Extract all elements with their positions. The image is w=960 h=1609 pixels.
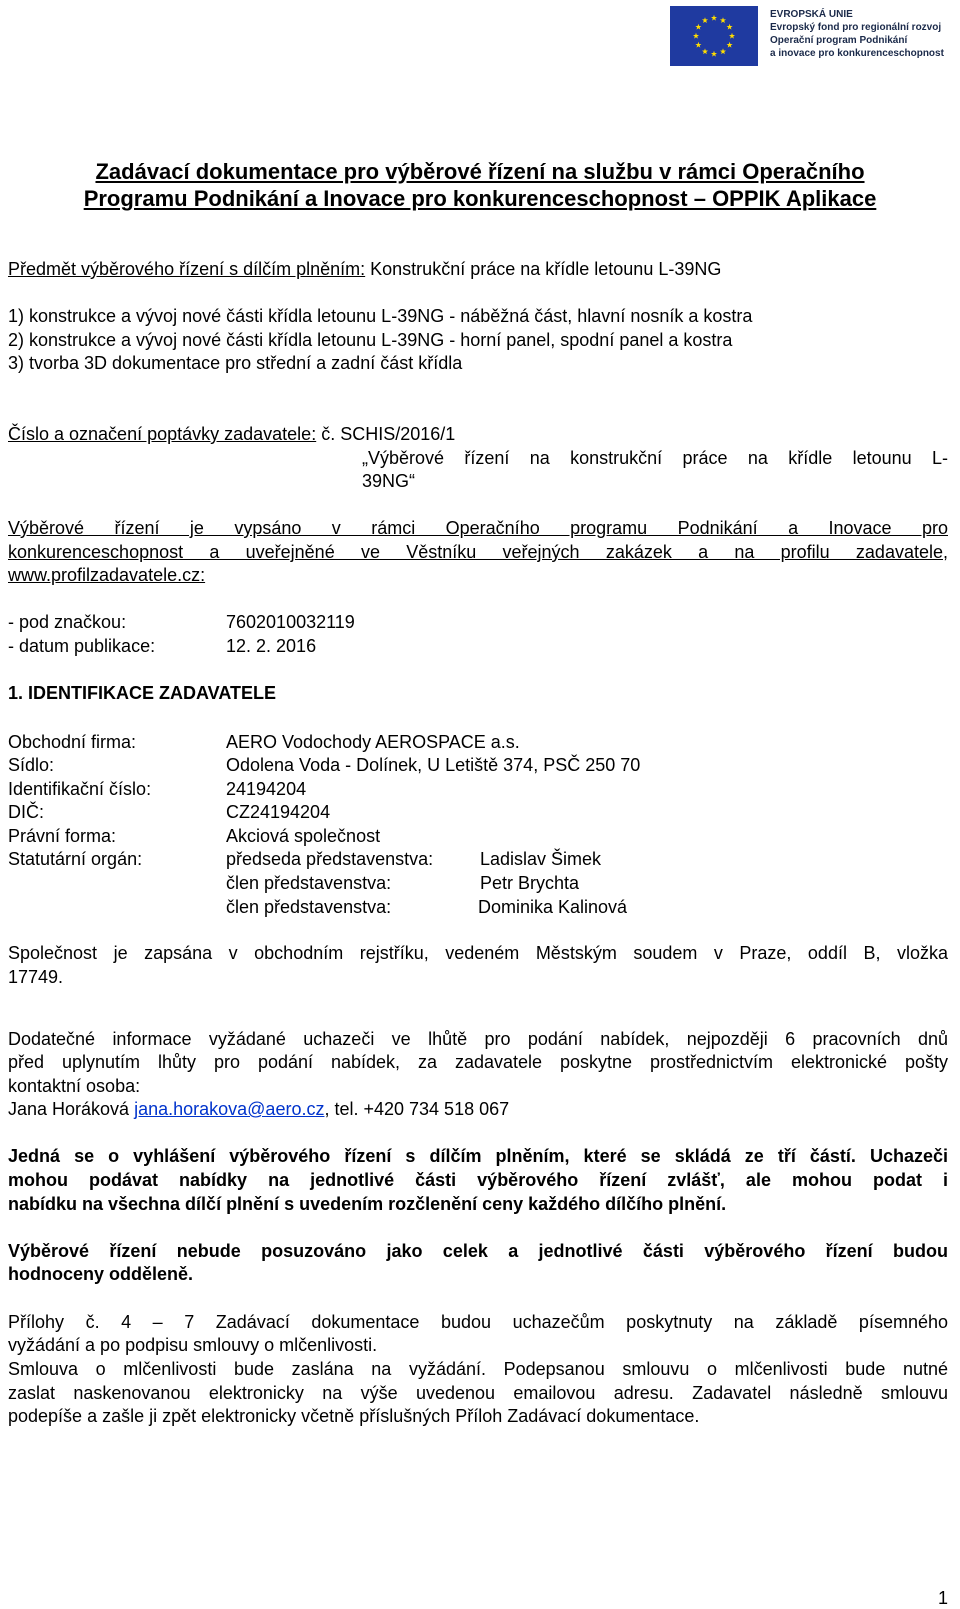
page-number: 1 (937, 1588, 948, 1608)
attachments-line1: Přílohy č. 4 – 7 Zadávací dokumentace budou uchazečům poskytnuty na základě písemného (8, 1312, 948, 1332)
eu-star (727, 24, 733, 30)
seat-label: Sídlo: (8, 755, 55, 775)
contact-name: Jana Horáková (8, 1099, 135, 1119)
part-3: 3) tvorba 3D dokumentace pro střední a zadní část křídla (8, 353, 463, 373)
notice-line3: nabídku na všechna dílčí plnění s uvedením rozčlenění ceny každého dílčího plnění. (8, 1194, 727, 1214)
info-line2: před uplynutím lhůty pro podání nabídek, za zadavatele poskytne prostřednictvím elektronické pošty (8, 1052, 948, 1072)
section-1-heading: 1. IDENTIFIKACE ZADAVATELE (8, 683, 277, 703)
inquiry-label: Číslo a označení poptávky zadavatele: (8, 424, 317, 444)
publication-link[interactable]: www.profilzadavatele.cz: (8, 565, 206, 585)
info-line3: kontaktní osoba: (8, 1076, 141, 1096)
attachments-line2: vyžádání a po podpisu smlouvy o mlčenlivosti. (8, 1335, 378, 1355)
eu-star (720, 17, 726, 23)
eu-star (695, 24, 701, 30)
id-value: 24194204 (226, 779, 307, 799)
title-line-2: Programu Podnikání a Inovace pro konkurenceschopnost – OPPIK Aplikace (83, 186, 877, 211)
inquiry-number: č. SCHIS/2016/1 (316, 424, 456, 444)
legal-form-label: Právní forma: (8, 826, 117, 846)
eu-star (729, 33, 735, 39)
company-value: AERO Vodochody AEROSPACE a.s. (226, 732, 520, 752)
attachments-line3: Smlouva o mlčenlivosti bude zaslána na vyžádání. Podepsanou smlouvu o mlčenlivosti bude nutné (8, 1359, 948, 1379)
date-value: 12. 2. 2016 (226, 636, 317, 656)
board-name-2: Petr Brychta (480, 873, 580, 893)
id-label: Identifikační číslo: (8, 779, 152, 799)
contact-line (8, 1098, 509, 1121)
inquiry-name-line1: „Výběrové řízení na konstrukční práce na křídle letounu L- (362, 448, 948, 468)
notice-line1: Jedná se o vyhlášení výběrového řízení s dílčím plněním, které se skládá ze tří částí. Uchazeči (8, 1146, 948, 1166)
eu-logo-line3: Operační program Podnikání (770, 35, 908, 46)
eu-star (702, 17, 708, 23)
mark-value: 7602010032119 (226, 612, 355, 632)
subject-value: Konstrukční práce na křídle letounu L-39NG (365, 259, 722, 279)
eu-flag-icon (670, 6, 758, 66)
dic-value: CZ24194204 (226, 802, 331, 822)
eu-star (702, 48, 708, 54)
board-name-3: Dominika Kalinová (478, 897, 628, 917)
subject-line (8, 258, 721, 281)
board-role-2: člen představenstva: (226, 873, 392, 893)
notice-line2: mohou podávat nabídky na jednotlivé části výběrového řízení zvlášť, ale mohou podat i (8, 1170, 948, 1190)
info-line1: Dodatečné informace vyžádané uchazeči ve lhůtě pro podání nabídek, nejpozději 6 pracovních dnů (8, 1029, 948, 1049)
evaluation-line2: hodnoceny odděleně. (8, 1264, 194, 1284)
eu-star (711, 15, 717, 21)
contact-phone: , tel. +420 734 518 067 (324, 1099, 510, 1119)
eu-logo-text (770, 8, 944, 60)
eu-star (727, 42, 733, 48)
date-label: - datum publikace: (8, 636, 156, 656)
attachments-line4: zaslat naskenovanou elektronicky na výše uvedenou emailovou adresu. Zadavatel následně smlouvu (8, 1383, 948, 1403)
publication-line2: konkurenceschopnost a uveřejněné ve Věstníku veřejných zakázek a na profilu zadavatele, (8, 542, 948, 562)
board-role-1: předseda představenstva: (226, 849, 434, 869)
registry-line2: 17749. (8, 967, 64, 987)
company-label: Obchodní firma: (8, 732, 137, 752)
evaluation-line1: Výběrové řízení nebude posuzováno jako celek a jednotlivé části výběrového řízení budou (8, 1241, 948, 1261)
board-role-3: člen představenstva: (226, 897, 392, 917)
publication-line1: Výběrové řízení je vypsáno v rámci Operačního programu Podnikání a Inovace pro (8, 518, 948, 538)
contact-email-link[interactable]: jana.horakova@aero.cz (134, 1099, 325, 1119)
board-name-1: Ladislav Šimek (480, 849, 602, 869)
seat-value: Odolena Voda - Dolínek, U Letiště 374, PSČ 250 70 (226, 755, 641, 775)
subject-label: Předmět výběrového řízení s dílčím plněním: (8, 259, 366, 279)
eu-star (711, 51, 717, 57)
document-title (8, 158, 952, 212)
legal-form-value: Akciová společnost (226, 826, 381, 846)
registry-line1: Společnost je zapsána v obchodním rejstříku, vedeném Městským soudem v Praze, oddíl B, vložka (8, 943, 948, 963)
eu-star (720, 48, 726, 54)
dic-label: DIČ: (8, 802, 44, 822)
part-1: 1) konstrukce a vývoj nové části křídla letounu L-39NG - náběžná část, hlavní nosník a kostra (8, 306, 753, 326)
eu-logo-line1: EVROPSKÁ UNIE (770, 9, 853, 20)
eu-logo-line4: a inovace pro konkurenceschopnost (770, 48, 944, 59)
title-line-1: Zadávací dokumentace pro výběrové řízení na službu v rámci Operačního (95, 159, 865, 184)
eu-star (693, 33, 699, 39)
eu-star (695, 42, 701, 48)
statutory-label: Statutární orgán: (8, 849, 143, 869)
mark-label: - pod značkou: (8, 612, 127, 632)
inquiry-name-line2: 39NG“ (362, 471, 416, 491)
eu-logo-line2: Evropský fond pro regionální rozvoj (770, 22, 942, 33)
inquiry-line (8, 423, 455, 446)
part-2: 2) konstrukce a vývoj nové části křídla letounu L-39NG - horní panel, spodní panel a kostra (8, 330, 733, 350)
eu-logo (670, 6, 956, 68)
attachments-line5: podepíše a zašle ji zpět elektronicky včetně příslušných Příloh Zadávací dokumentace. (8, 1406, 700, 1426)
